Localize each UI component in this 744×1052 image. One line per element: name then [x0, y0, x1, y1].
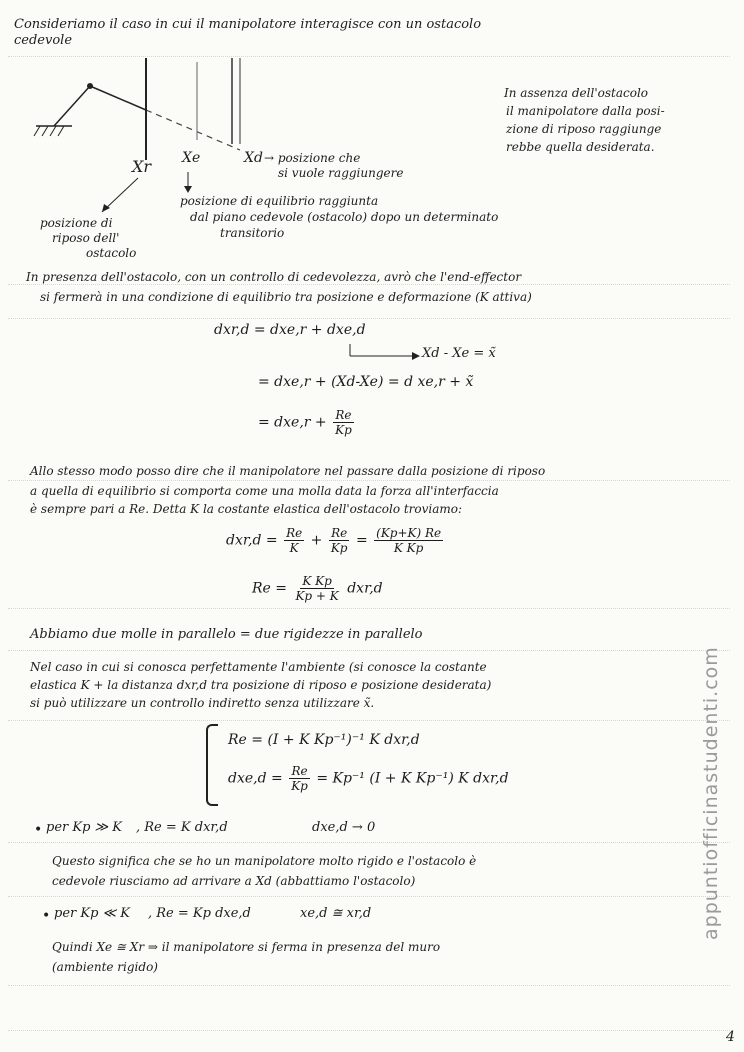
para2-line-2: a quella di equilibrio si comporta come una molla data la forza all'interfaccia	[30, 484, 499, 498]
system-line-2-lhs: dxe,d =	[228, 770, 283, 787]
xd-description-2: si vuole raggiungere	[278, 166, 404, 180]
xr-description-2: riposo dell'	[52, 231, 120, 245]
fraction-denominator: K	[289, 541, 299, 555]
side-note-3: zione di riposo raggiunge	[506, 122, 662, 136]
side-note-1: In assenza dell'ostacolo	[504, 86, 648, 100]
fraction-numerator: (Kp+K) Re	[376, 526, 442, 540]
eq2-frac-3	[374, 526, 443, 555]
para4-line-2: elastica K + la distanza dxr,d tra posizione di riposo e posizione desiderata)	[30, 678, 492, 692]
eq2-frac-2	[329, 526, 350, 555]
system-frac	[289, 764, 310, 793]
fraction-re-kp	[333, 408, 354, 437]
eq3-rhs: dxr,d	[347, 580, 383, 597]
para1-line-1: In presenza dell'ostacolo, con un controllo di cedevolezza, avrò che l'end-effector	[26, 270, 522, 284]
eq1-underbrace	[0, 0, 744, 380]
fraction-denominator: Kp + K	[295, 589, 339, 603]
xr-description-1: posizione di	[40, 216, 113, 230]
ruled-line	[8, 720, 730, 721]
side-note-2: il manipolatore dalla posi-	[506, 104, 665, 118]
system-line-1: Re = (I + K Kp⁻¹)⁻¹ K dxr,d	[228, 732, 420, 748]
ruled-line	[8, 480, 730, 481]
system-line-2	[228, 764, 509, 793]
system-line-2-rhs: = Kp⁻¹ (I + K Kp⁻¹) K dxr,d	[316, 770, 509, 787]
case2-re: , Re = Kp dxe,d	[148, 906, 251, 921]
label-xe: Xe	[182, 150, 201, 166]
xr-description-3: ostacolo	[86, 246, 137, 260]
case2-bullet: •	[42, 908, 51, 924]
fraction-denominator: Kp	[291, 779, 308, 793]
eq1-line-1: dxr,d = dxe,r + dxe,d	[214, 322, 366, 338]
eq3-lhs: Re =	[252, 580, 288, 597]
case1-bullet: •	[34, 822, 43, 838]
case2-text-2: (ambiente rigido)	[52, 960, 158, 974]
label-xr: Xr	[132, 157, 152, 176]
fraction-denominator: K Kp	[393, 541, 424, 555]
eq3	[252, 574, 383, 603]
eq2-equals: =	[355, 532, 368, 549]
page-mark: 4	[726, 1029, 735, 1045]
eq1-line-3-text: = dxe,r +	[258, 414, 327, 431]
ruled-line	[8, 650, 730, 651]
eq3-frac	[293, 574, 340, 603]
para3: Abbiamo due molle in parallelo = due rigidezze in parallelo	[30, 627, 423, 642]
ruled-line	[8, 985, 730, 986]
system-brace	[206, 724, 218, 806]
para2-line-1: Allo stesso modo posso dire che il manipolatore nel passare dalla posizione di riposo	[30, 464, 546, 478]
ruled-line	[8, 896, 730, 897]
case1-re: , Re = K dxr,d	[136, 820, 228, 835]
case2-condition: per Kp ≪ K	[54, 906, 130, 921]
fraction-numerator: Re	[335, 408, 352, 422]
fraction-numerator: K Kp	[302, 574, 332, 588]
fraction-numerator: Re	[291, 764, 308, 778]
xe-description-1: posizione di equilibrio raggiunta	[180, 194, 379, 208]
side-note-4: rebbe quella desiderata.	[506, 140, 655, 154]
xe-description-2: dal piano cedevole (ostacolo) dopo un determinato	[190, 210, 499, 224]
watermark-text: appuntiofficinastudenti.com	[700, 646, 722, 940]
intro-line-1: Consideriamo il caso in cui il manipolatore interagisce con un ostacolo	[14, 17, 482, 32]
xe-description-3: transitorio	[220, 226, 285, 240]
case2-text-1: Quindi Xe ≅ Xr ⇒ il manipolatore si ferma in presenza del muro	[52, 940, 441, 954]
para2-line-3: è sempre pari a Re. Detta K la costante elastica dell'ostacolo troviamo:	[30, 502, 463, 516]
ruled-line	[8, 1030, 730, 1031]
eq2-frac-1	[284, 526, 304, 555]
eq1-under-text: Xd - Xe = x̃	[422, 346, 496, 361]
case1-text-2: cedevole riusciamo ad arrivare a Xd (abbattiamo l'ostacolo)	[52, 874, 416, 888]
fraction-numerator: Re	[286, 526, 303, 540]
intro-line-2: cedevole	[14, 33, 73, 48]
para4-line-1: Nel caso in cui si conosca perfettamente l'ambiente (si conosce la costante	[30, 660, 487, 674]
case1-text-1: Questo significa che se ho un manipolatore molto rigido e l'ostacolo è	[52, 854, 477, 868]
eq1-line-3	[258, 408, 356, 437]
para1-line-2: si fermerà in una condizione di equilibrio tra posizione e deformazione (K attiva)	[40, 290, 532, 304]
fraction-denominator: Kp	[335, 423, 352, 437]
case2-dx: xe,d ≅ xr,d	[300, 906, 372, 921]
fraction-numerator: Re	[331, 526, 348, 540]
eq1-line-2: = dxe,r + (Xd-Xe) = d xe,r + x̃	[258, 374, 474, 390]
ruled-line	[8, 608, 730, 609]
ruled-line	[8, 842, 730, 843]
eq2-lhs: dxr,d =	[226, 532, 278, 549]
case1-dx: dxe,d → 0	[312, 820, 376, 835]
case1-condition: per Kp ≫ K	[46, 820, 122, 835]
label-xd: Xd	[244, 150, 263, 166]
eq2-plus: +	[310, 532, 323, 549]
eq2	[226, 526, 445, 555]
para4-line-3: si può utilizzare un controllo indiretto senza utilizzare x̃.	[30, 696, 375, 710]
xd-description-1: → posizione che	[264, 151, 361, 165]
fraction-denominator: Kp	[330, 541, 348, 555]
